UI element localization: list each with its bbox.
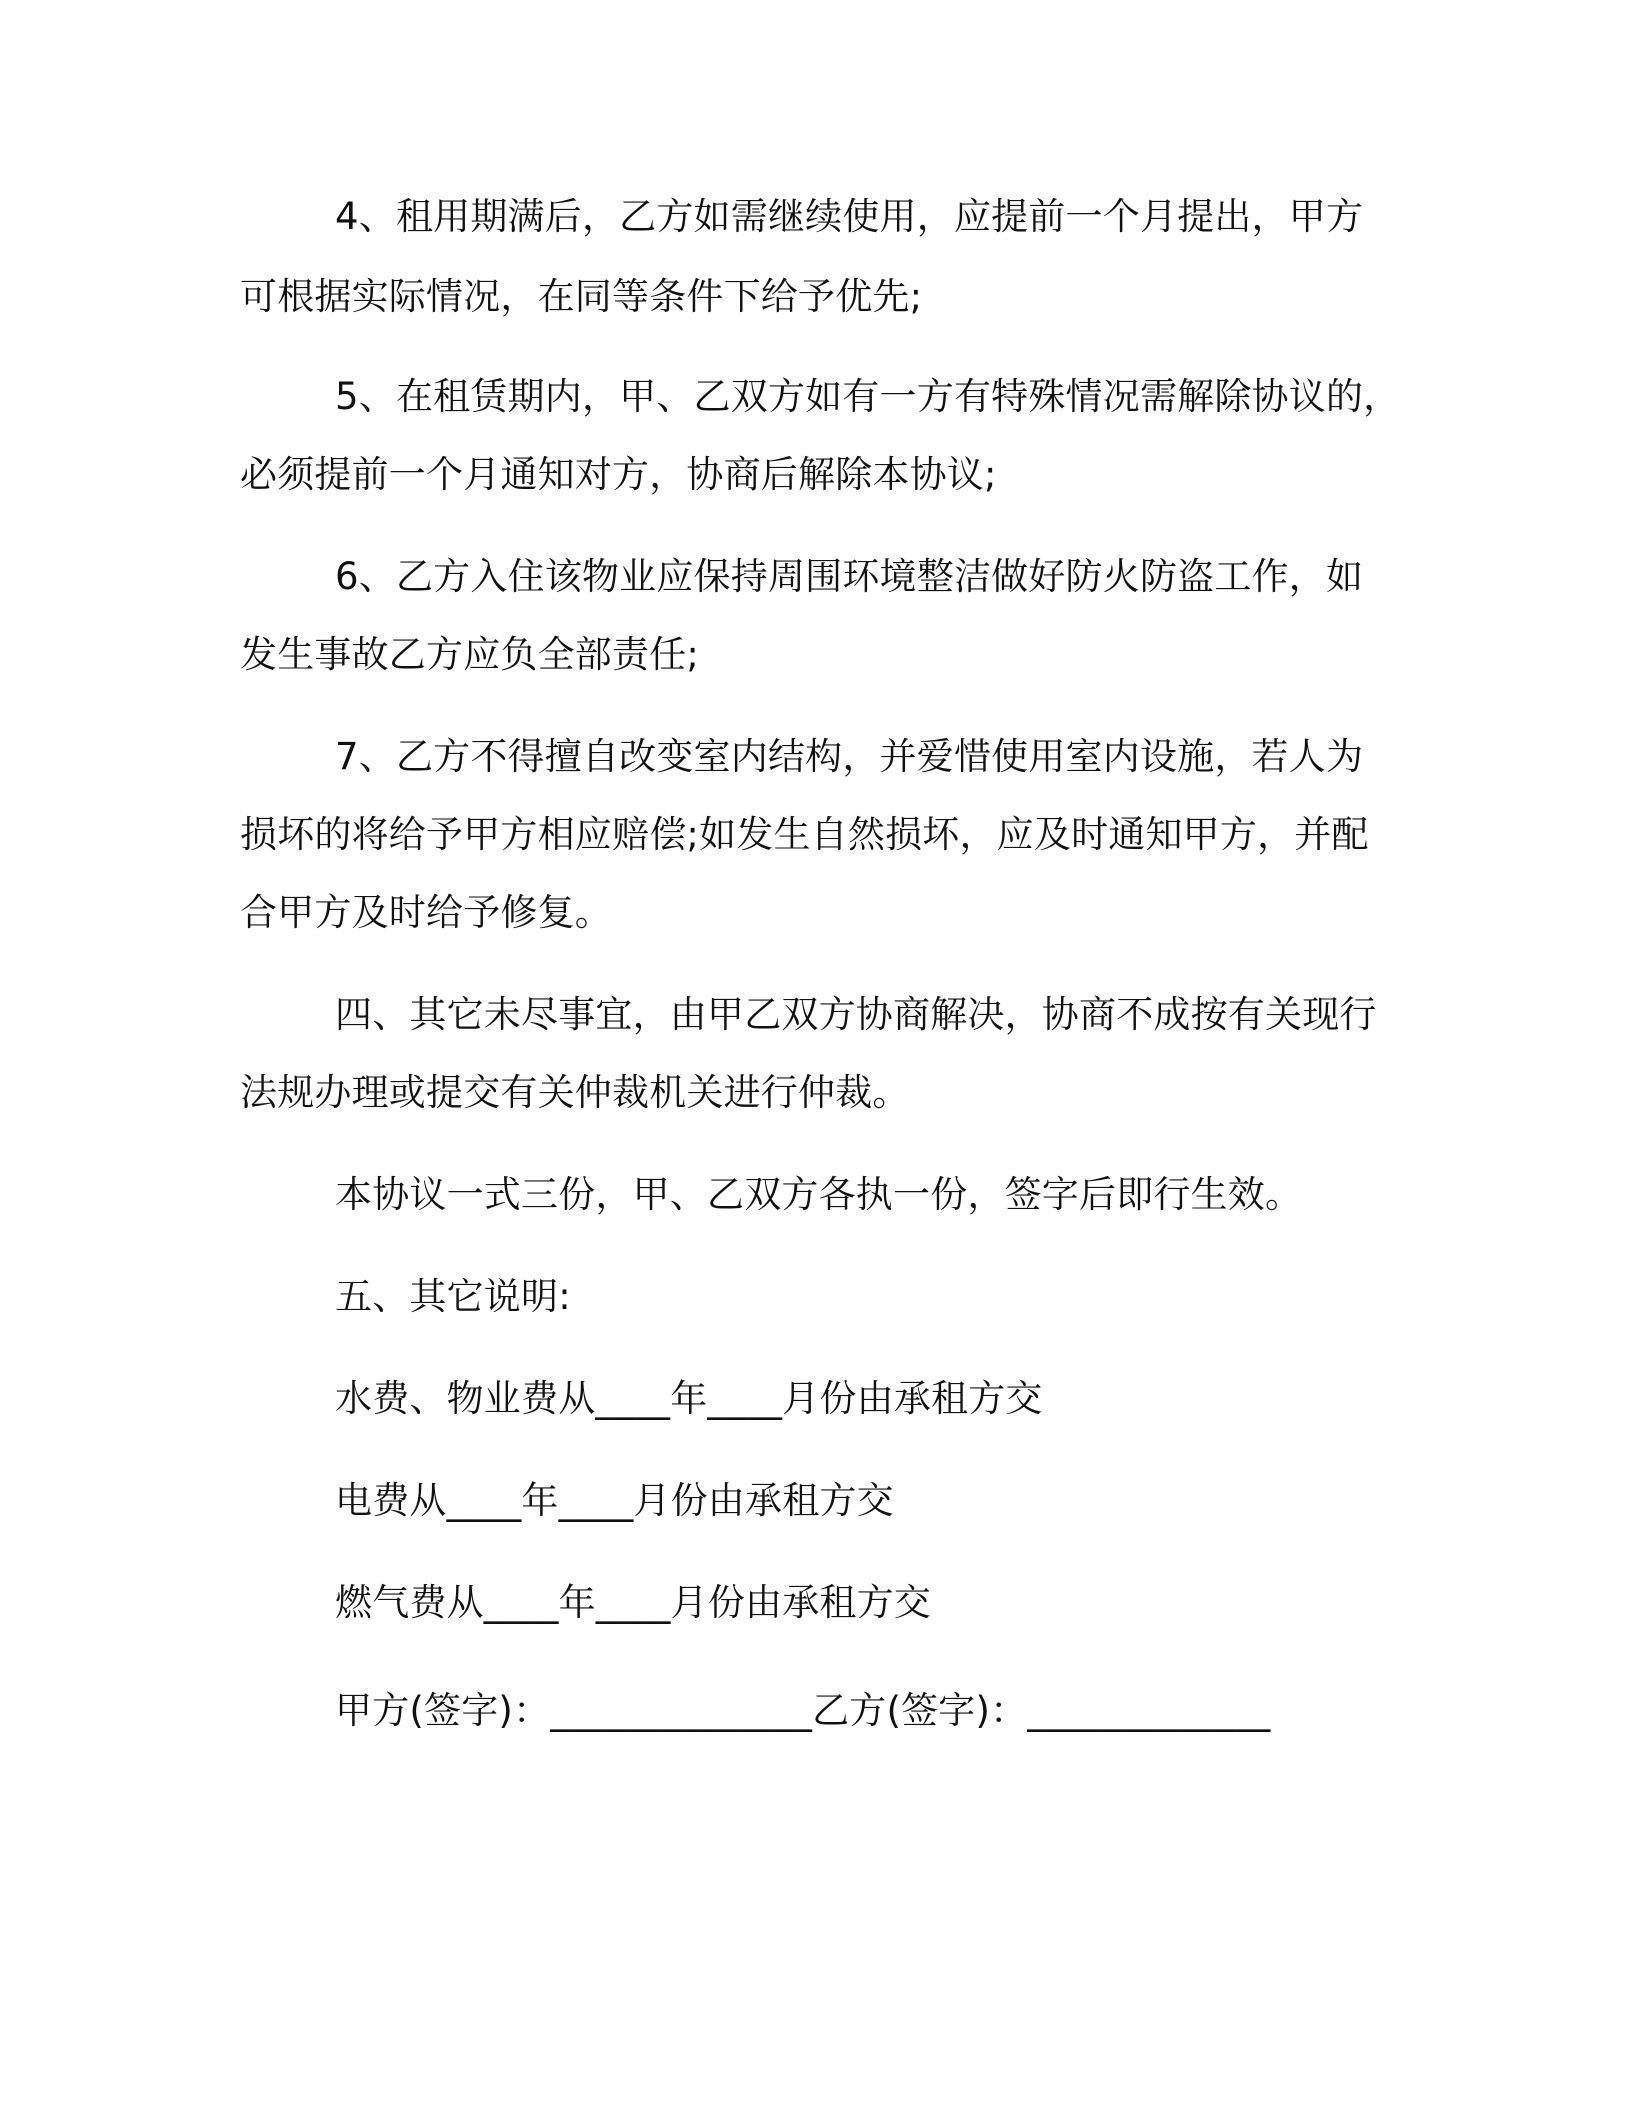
clause-6-line-2: 发生事故乙方应负全部责任; bbox=[240, 633, 700, 676]
electric-fee-line: 电费从____年____月份由承租方交 bbox=[335, 1479, 894, 1522]
clause-5-line-1: 5、在租赁期内，甲、乙双方如有一方有特殊情况需解除协议的， bbox=[335, 375, 1401, 418]
clause-7-line-1: 7、乙方不得擅自改变室内结构，并爱惜使用室内设施，若人为 bbox=[335, 735, 1364, 778]
clause-7-line-2: 损坏的将给予甲方相应赔偿;如发生自然损坏，应及时通知甲方，并配 bbox=[240, 813, 1369, 856]
copies-note: 本协议一式三份，甲、乙双方各执一份，签字后即行生效。 bbox=[335, 1173, 1303, 1216]
section-5-title: 五、其它说明: bbox=[335, 1275, 571, 1318]
section-4-line-1: 四、其它未尽事宜，由甲乙双方协商解决，协商不成按有关现行 bbox=[335, 993, 1377, 1036]
gas-fee-line: 燃气费从____年____月份由承租方交 bbox=[335, 1581, 931, 1624]
clause-5-line-2: 必须提前一个月通知对方，协商后解除本协议; bbox=[240, 453, 997, 496]
section-4-line-2: 法规办理或提交有关仲裁机关进行仲裁。 bbox=[240, 1071, 910, 1114]
signature-line: 甲方(签字)：______________乙方(签字)：_____________ bbox=[335, 1689, 1271, 1732]
clause-4-line-2: 可根据实际情况，在同等条件下给予优先; bbox=[240, 275, 923, 318]
clause-4-line-1: 4、租用期满后，乙方如需继续使用，应提前一个月提出，甲方 bbox=[335, 195, 1364, 238]
water-fee-line: 水费、物业费从____年____月份由承租方交 bbox=[335, 1377, 1043, 1420]
clause-7-line-3: 合甲方及时给予修复。 bbox=[240, 891, 612, 934]
clause-6-line-1: 6、乙方入住该物业应保持周围环境整洁做好防火防盗工作，如 bbox=[335, 555, 1364, 598]
